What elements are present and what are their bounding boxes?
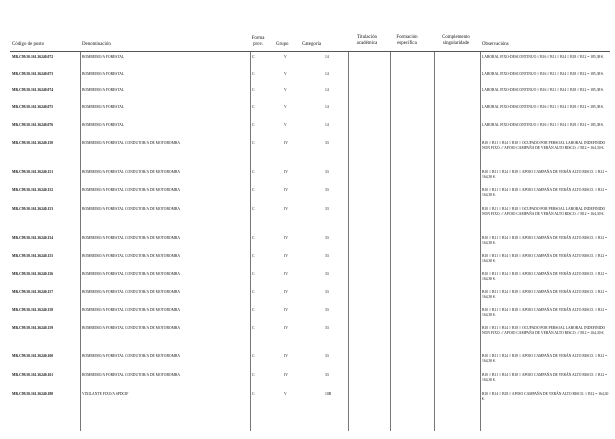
cell-denominacion: BOMBEIRO/A FORESTAL CONDUTOR/A DE MOTOBOMBA (82, 290, 180, 294)
cell-forma: C (252, 326, 255, 330)
cell-observaciones: B10 // B14 // B18 // APOIO CAMPAÑA DE VERÁN ALTO RISCO. // B12 = 164,30 €. (482, 392, 609, 401)
cell-categoria: 33 (325, 354, 329, 358)
column-rule (80, 52, 81, 431)
cell-codigo: MR.C99.50.161.36240.158 (12, 308, 54, 312)
header-forma: Forma prov. (251, 36, 265, 47)
cell-denominacion: BOMBEIRO/A FORESTAL CONDUTOR/A DE MOTOBOMBA (82, 326, 180, 330)
cell-denominacion: BOMBEIRO/A FORESTAL CONDUTOR/A DE MOTOBOMBA (82, 170, 180, 174)
cell-grupo: IV (284, 170, 288, 174)
column-rule (390, 52, 391, 431)
cell-observaciones: B10 // B11 // B14 // B18 // APOIO CAMPAÑA DE VERÁN ALTO RISCO. // B12 = 164,30 €. (482, 188, 608, 197)
cell-denominacion: BOMBEIRO/A FORESTAL CONDUTOR/A DE MOTOBOMBA (82, 354, 180, 358)
cell-forma: C (252, 373, 255, 377)
cell-grupo: V (284, 105, 287, 109)
cell-observaciones: LABORAL FIXO-DESCONTINUO // B16 // B11 // B14 // B18 // B12 = 185,38 €. (482, 123, 605, 127)
cell-observaciones: B10 // B11 // B14 // B18 // APOIO CAMPAÑA DE VERÁN ALTO RISCO. // B12 = 164,30 €. (482, 373, 608, 382)
cell-codigo: MR.C99.50.161.36240.159 (12, 326, 54, 330)
cell-codigo: MR.C99.50.161.36240.153 (12, 207, 54, 211)
cell-denominacion: BOMBEIRO/A FORESTAL (82, 123, 125, 127)
cell-grupo: IV (284, 236, 288, 240)
cell-forma: C (252, 354, 255, 358)
cell-forma: C (252, 392, 255, 396)
cell-denominacion: BOMBEIRO/A FORESTAL CONDUTOR/A DE MOTOBOMBA (82, 308, 180, 312)
cell-grupo: IV (284, 354, 288, 358)
cell-denominacion: BOMBEIRO/A FORESTAL CONDUTOR/A DE MOTOBOMBA (82, 236, 180, 240)
cell-forma: C (252, 141, 255, 145)
cell-forma: C (252, 72, 255, 76)
cell-codigo: MR.C99.50.161.36240.074 (12, 88, 54, 92)
cell-denominacion: BOMBEIRO/A FORESTAL (82, 105, 125, 109)
cell-grupo: V (284, 55, 287, 59)
header-observaciones: Observacións (482, 42, 509, 47)
cell-observaciones: B10 // B11 // B14 // B18 // APOIO CAMPAÑA DE VERÁN ALTO RISCO. // B12 = 164,30 €. (482, 354, 608, 363)
cell-forma: C (252, 308, 255, 312)
cell-categoria: 14 (325, 88, 329, 92)
cell-observaciones: LABORAL FIXO-DESCONTINUO // B16 // B11 // B14 // B18 // B12 = 185,38 €. (482, 105, 605, 109)
cell-categoria: 33 (325, 308, 329, 312)
cell-codigo: MR.C99.50.161.36240.160 (12, 354, 54, 358)
cell-categoria: 33 (325, 141, 329, 145)
cell-observaciones: B10 // B11 // B14 // B18 // APOIO CAMPAÑA DE VERÁN ALTO RISCO. // B12 = 164,30 €. (482, 290, 608, 299)
cell-forma: C (252, 123, 255, 127)
cell-categoria: 33 (325, 272, 329, 276)
cell-denominacion: BOMBEIRO/A FORESTAL (82, 88, 125, 92)
cell-codigo: MR.C99.50.161.36240.156 (12, 272, 54, 276)
header-formacion: Formación específica (396, 35, 418, 46)
cell-observaciones: B10 // B11 // B14 // B18 // APOIO CAMPAÑA DE VERÁN ALTO RISCO. // B12 = 164,30 €. (482, 236, 608, 245)
cell-observaciones: B10 // B11 // B14 // B18 // APOIO CAMPAÑA DE VERÁN ALTO RISCO. // B12 = 164,30 €. (482, 170, 608, 179)
cell-forma: C (252, 254, 255, 258)
column-rule (250, 52, 251, 431)
cell-categoria: 33 (325, 290, 329, 294)
cell-categoria: 14 (325, 123, 329, 127)
cell-codigo: MR.C99.50.161.36240.151 (12, 170, 54, 174)
cell-denominacion: BOMBEIRO/A FORESTAL CONDUTOR/A DE MOTOBOMBA (82, 254, 180, 258)
cell-codigo: MR.C99.50.161.36240.154 (12, 236, 54, 240)
cell-grupo: V (284, 392, 287, 396)
cell-categoria: 14 (325, 72, 329, 76)
cell-grupo: V (284, 123, 287, 127)
cell-grupo: IV (284, 141, 288, 145)
cell-denominacion: BOMBEIRO/A FORESTAL CONDUTOR/A DE MOTOBOMBA (82, 272, 180, 276)
cell-grupo: IV (284, 308, 288, 312)
cell-forma: C (252, 207, 255, 211)
cell-forma: C (252, 290, 255, 294)
cell-forma: C (252, 105, 255, 109)
cell-observaciones: LABORAL FIXO-DESCONTINUO // B16 // B11 // B14 // B18 // B12 = 185,38 €. (482, 88, 605, 92)
column-rule (434, 52, 435, 431)
cell-codigo: MR.C99.50.161.36240.155 (12, 254, 54, 258)
cell-categoria: 33 (325, 326, 329, 330)
cell-denominacion: BOMBEIRO/A FORESTAL CONDUTOR/A DE MOTOBOMBA (82, 207, 180, 211)
cell-observaciones: B10 // B11 // B14 // B18 // OCUPADO POR PERSOAL LABORAL INDEFINIDO NON FIXO. // APOIO CAMPAÑA DE VERÁN ALTO RISCO. // B12 = 164,30 €. (482, 141, 606, 150)
cell-codigo: MR.C99.50.161.36240.157 (12, 290, 54, 294)
cell-grupo: IV (284, 188, 288, 192)
header-categoria: Categoría (302, 42, 322, 47)
cell-grupo: IV (284, 254, 288, 258)
cell-denominacion: BOMBEIRO/A FORESTAL CONDUTOR/A DE MOTOBOMBA (82, 188, 180, 192)
cell-categoria: 14 (325, 55, 329, 59)
cell-codigo: MR.C99.50.161.36240.180 (12, 392, 54, 396)
cell-observaciones: LABORAL FIXO-DESCONTINUO // B16 // B11 // B14 // B18 // B12 = 185,38 €. (482, 55, 605, 59)
cell-grupo: IV (284, 326, 288, 330)
cell-grupo: IV (284, 207, 288, 211)
header-complemento: Complemento singularidade (442, 35, 470, 46)
cell-observaciones: B10 // B11 // B14 // B18 // APOIO CAMPAÑA DE VERÁN ALTO RISCO. // B12 = 164,30 €. (482, 272, 608, 281)
cell-grupo: IV (284, 290, 288, 294)
cell-codigo: MR.C99.50.161.36240.161 (12, 373, 54, 377)
header-codigo: Código de posto (12, 42, 45, 47)
cell-observaciones: B10 // B11 // B14 // B18 // APOIO CAMPAÑA DE VERÁN ALTO RISCO. // B12 = 164,30 €. (482, 254, 608, 263)
header-rule (10, 51, 610, 52)
cell-categoria: 33 (325, 170, 329, 174)
cell-observaciones: LABORAL FIXO-DESCONTINUO // B16 // B11 // B14 // B18 // B12 = 185,38 €. (482, 72, 605, 76)
cell-grupo: IV (284, 272, 288, 276)
cell-observaciones: B10 // B11 // B14 // B18 // OCUPADO POR PERSOAL LABORAL INDEFINIDO NON FIXO. // APOIO CAMPAÑA DE VERÁN ALTO RISCO. // B12 = 164,30 €. (482, 207, 606, 216)
cell-forma: C (252, 88, 255, 92)
cell-denominacion: BOMBEIRO/A FORESTAL CONDUTOR/A DE MOTOBOMBA (82, 373, 180, 377)
cell-grupo: IV (284, 373, 288, 377)
cell-categoria: 10B (325, 392, 332, 396)
cell-codigo: MR.C99.50.161.36240.076 (12, 123, 54, 127)
header-denominacion: Denominación (82, 42, 111, 47)
column-rule (480, 52, 481, 431)
cell-grupo: V (284, 88, 287, 92)
cell-codigo: MR.C99.50.161.36240.152 (12, 188, 54, 192)
cell-forma: C (252, 170, 255, 174)
cell-forma: C (252, 55, 255, 59)
cell-categoria: 33 (325, 373, 329, 377)
cell-codigo: MR.C99.50.161.36240.075 (12, 105, 54, 109)
cell-grupo: V (284, 72, 287, 76)
cell-denominacion: BOMBEIRO/A FORESTAL (82, 55, 125, 59)
cell-categoria: 14 (325, 105, 329, 109)
cell-forma: C (252, 188, 255, 192)
cell-denominacion: BOMBEIRO/A FORESTAL (82, 72, 125, 76)
header-titulacion: Titulación académica (356, 35, 378, 46)
cell-categoria: 33 (325, 254, 329, 258)
column-rule (348, 52, 349, 431)
cell-forma: C (252, 236, 255, 240)
cell-categoria: 33 (325, 236, 329, 240)
cell-codigo: MR.C99.50.161.36240.072 (12, 55, 54, 59)
cell-observaciones: B10 // B11 // B14 // B18 // OCUPADO POR PERSOAL LABORAL INDEFINIDO NON FIXO. // APOIO CAMPAÑA DE VERÁN ALTO RISCO. // B12 = 164,30 €. (482, 326, 606, 335)
cell-observaciones: B10 // B11 // B14 // B18 // APOIO CAMPAÑA DE VERÁN ALTO RISCO. // B12 = 164,30 €. (482, 308, 608, 317)
cell-codigo: MR.C99.50.161.36240.073 (12, 72, 54, 76)
cell-denominacion: BOMBEIRO/A FORESTAL CONDUTOR/A DE MOTOBOMBA (82, 141, 180, 145)
cell-codigo: MR.C99.50.161.36240.150 (12, 141, 54, 145)
cell-categoria: 33 (325, 188, 329, 192)
cell-denominacion: VIXILANTE FIXO/A SPDCIF (82, 392, 129, 396)
cell-forma: C (252, 272, 255, 276)
header-grupo: Grupo (276, 42, 289, 47)
cell-categoria: 33 (325, 207, 329, 211)
